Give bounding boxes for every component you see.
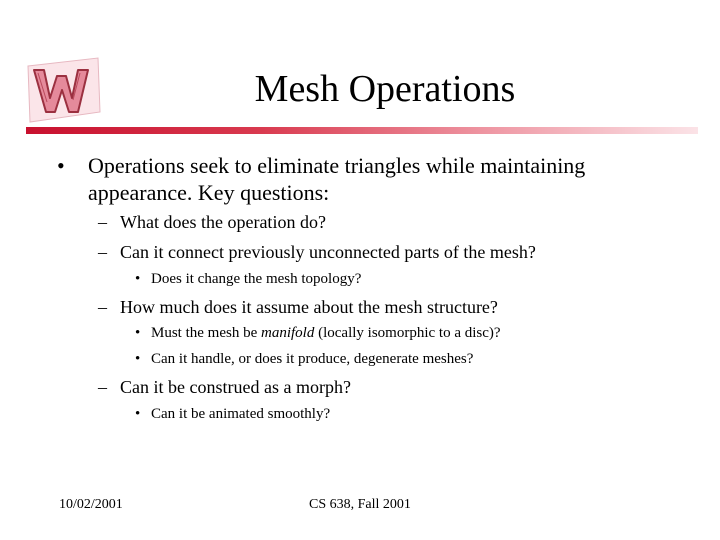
- sub-bullet-morph: Can it be construed as a morph?: [120, 377, 351, 397]
- bullet-marker: •: [135, 406, 141, 422]
- bullet-marker: •: [135, 325, 141, 341]
- bullet-marker: •: [57, 153, 65, 178]
- sub-bullet-connect: Can it connect previously unconnected parts of the mesh?: [120, 242, 536, 262]
- manifold-text-pre: Must the mesh be: [151, 325, 261, 341]
- bullet-intro-line2: appearance. Key questions:: [88, 180, 330, 205]
- manifold-text-post: (locally isomorphic to a disc)?: [314, 325, 501, 341]
- sub-bullet-assume: How much does it assume about the mesh structure?: [120, 297, 498, 317]
- sub-sub-bullet-degenerate: Can it handle, or does it produce, degenerate meshes?: [151, 351, 474, 367]
- dash-marker: –: [98, 242, 107, 262]
- title-divider: [26, 127, 698, 134]
- slide-title: Mesh Operations: [254, 68, 516, 110]
- sub-sub-bullet-topology: Does it change the mesh topology?: [151, 271, 362, 287]
- dash-marker: –: [98, 212, 107, 232]
- sub-sub-bullet-manifold: [151, 324, 501, 343]
- dash-marker: –: [98, 297, 107, 317]
- sub-bullet-operation: What does the operation do?: [120, 212, 326, 232]
- bullet-marker: •: [135, 351, 141, 367]
- manifold-term: manifold: [261, 325, 315, 341]
- bullet-marker: •: [135, 271, 141, 287]
- sub-sub-bullet-animated: Can it be animated smoothly?: [151, 406, 331, 422]
- wisconsin-w-icon: [20, 50, 104, 128]
- footer-course: CS 638, Fall 2001: [309, 497, 411, 512]
- footer-date: 10/02/2001: [59, 497, 123, 512]
- dash-marker: –: [98, 377, 107, 397]
- bullet-intro-line1: Operations seek to eliminate triangles while maintaining: [88, 153, 586, 178]
